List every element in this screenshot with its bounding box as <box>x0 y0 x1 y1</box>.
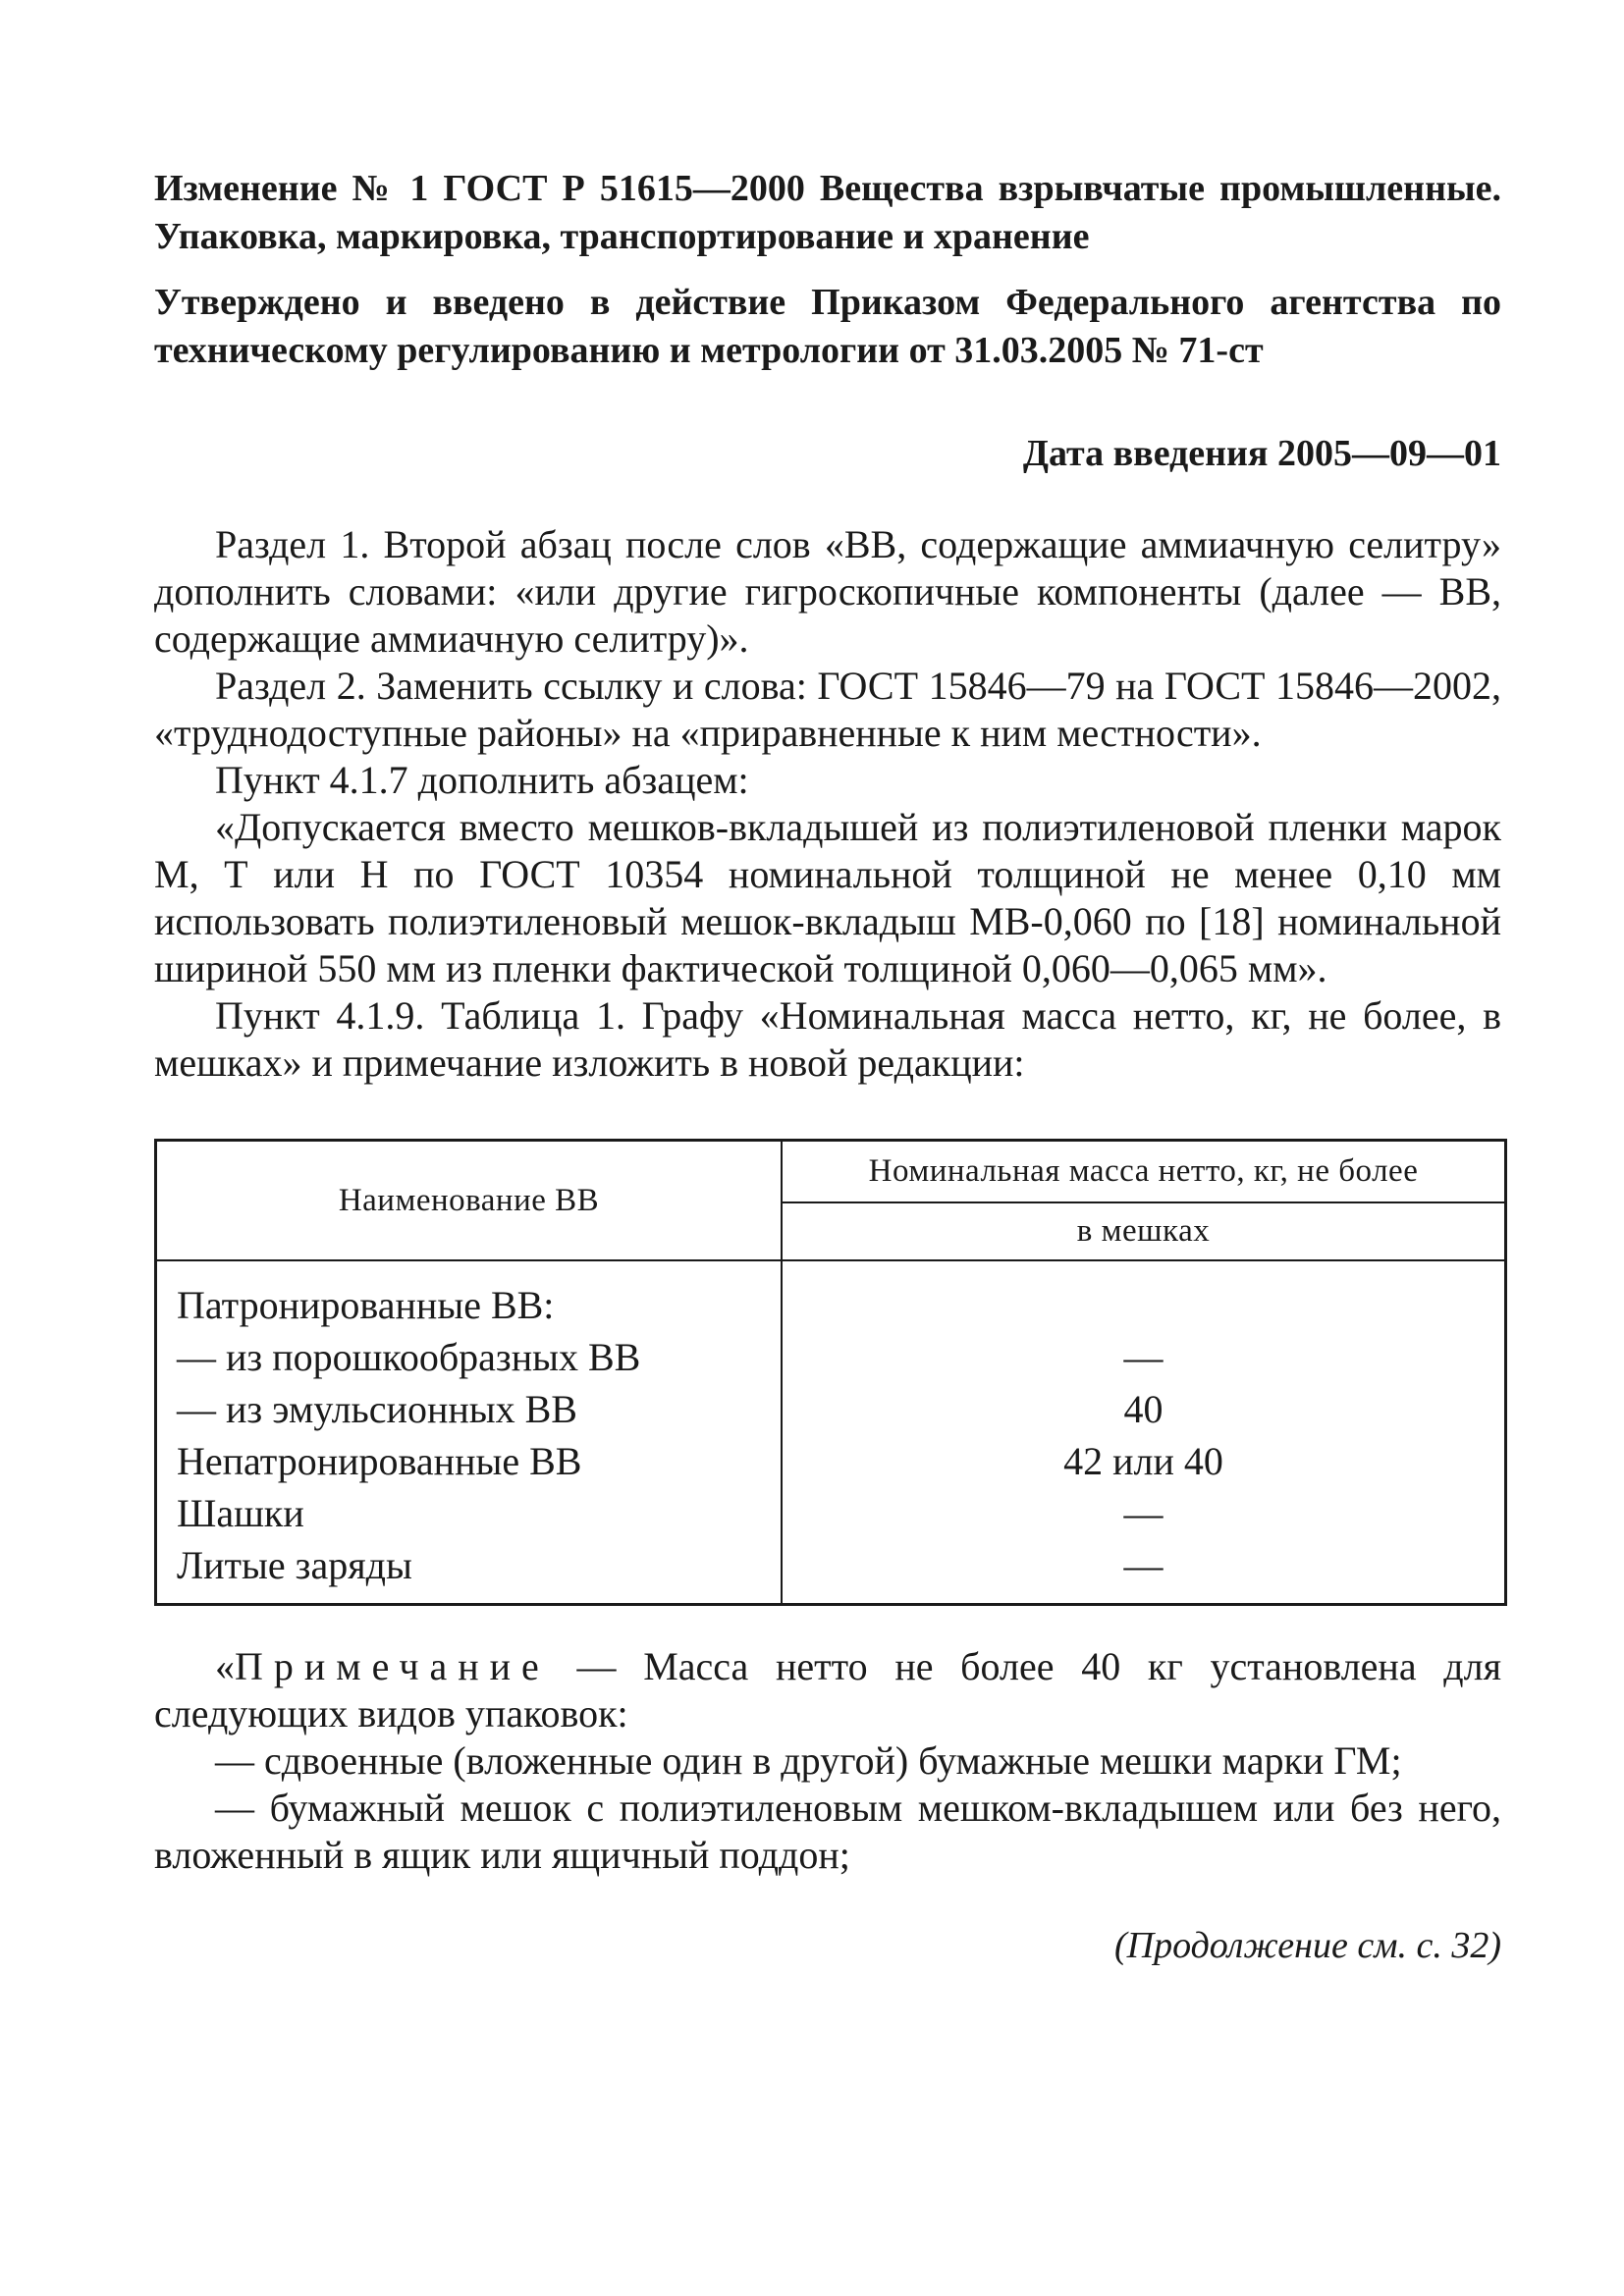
table-row-value: — <box>1123 1543 1164 1587</box>
table-note <box>154 1643 1501 1879</box>
continued-marker: (Продолжение см. с. 32) <box>1113 1925 1501 1966</box>
paragraph-item-4-1-7: Пункт 4.1.7 дополнить абзацем: <box>215 758 749 802</box>
table-header-name: Наименование ВВ <box>156 1141 783 1261</box>
values-column <box>782 1260 1506 1605</box>
mass-table <box>154 1139 1507 1606</box>
paragraph-section-2: Раздел 2. Заменить ссылку и слова: ГОСТ 15846—79 на ГОСТ 15846—2002, «труднодоступные районы» на «приравненные к ним местности». <box>154 664 1501 755</box>
note-label: Примечание <box>235 1644 550 1688</box>
table-header-bags: в мешках <box>782 1202 1506 1260</box>
amendment-title: Изменение № 1 ГОСТ Р 51615—2000 Вещества взрывчатые промышленные. Упаковка, маркировка, транспортирование и хранение <box>154 168 1501 257</box>
table-row-name: — из эмульсионных ВВ <box>177 1387 577 1431</box>
table-row-name: Литые заряды <box>177 1543 412 1587</box>
note-item: — сдвоенные (вложенные один в другой) бумажные мешки марки ГМ; <box>215 1738 1402 1783</box>
note-item: — бумажный мешок с полиэтиленовым мешком-вкладышем или без него, вложенный в ящик или ящичный поддон; <box>154 1786 1501 1877</box>
approval-statement: Утверждено и введено в действие Приказом Федерального агентства по техническому регулированию и метрологии от 31.03.2005 № 71-ст <box>154 282 1501 371</box>
paragraph-item-4-1-9: Пункт 4.1.9. Таблица 1. Графу «Номинальная масса нетто, кг, не более, в мешках» и примечание изложить в новой редакции: <box>154 993 1501 1085</box>
effective-date: Дата введения 2005—09—01 <box>1022 433 1501 474</box>
table-row-value: 42 или 40 <box>1063 1439 1223 1483</box>
note-opening-quote: « <box>215 1644 235 1688</box>
table-row-value: — <box>1123 1335 1164 1379</box>
table-row-name: Непатронированные ВВ <box>177 1439 582 1483</box>
table-header-mass: Номинальная масса нетто, кг, не более <box>782 1141 1506 1203</box>
paragraph-item-4-1-7-text: «Допускается вместо мешков-вкладышей из полиэтиленовой пленки марок М, Т или Н по ГОСТ 10354 номинальной толщиной не менее 0,10 мм использовать полиэтиленовый мешок-вкладыш МВ-0,060 по [18] номинальной шириной 550 мм из пленки фактической толщиной 0,060—0,065 мм». <box>154 805 1501 990</box>
table-row-value: 40 <box>1123 1387 1164 1431</box>
table-row-name: Шашки <box>177 1491 304 1535</box>
paragraph-section-1: Раздел 1. Второй абзац после слов «ВВ, содержащие аммиачную селитру» дополнить словами: «или другие гигроскопичные компоненты (далее — ВВ, содержащие аммиачную селитру)». <box>154 522 1501 661</box>
table-row-value: — <box>1123 1491 1164 1535</box>
table-body <box>156 1260 1506 1605</box>
table-row-value <box>783 1279 1504 1331</box>
document-page <box>154 165 1501 1967</box>
amendment-body <box>154 521 1501 1087</box>
names-column <box>156 1260 783 1605</box>
table-row-name: — из порошкообразных ВВ <box>177 1335 641 1379</box>
table-row-name: Патронированные ВВ: <box>177 1283 555 1327</box>
note-paragraph <box>154 1643 1501 1737</box>
note-text: — Масса нетто не более 40 кг установлена для следующих видов упаковок: <box>154 1644 1501 1735</box>
